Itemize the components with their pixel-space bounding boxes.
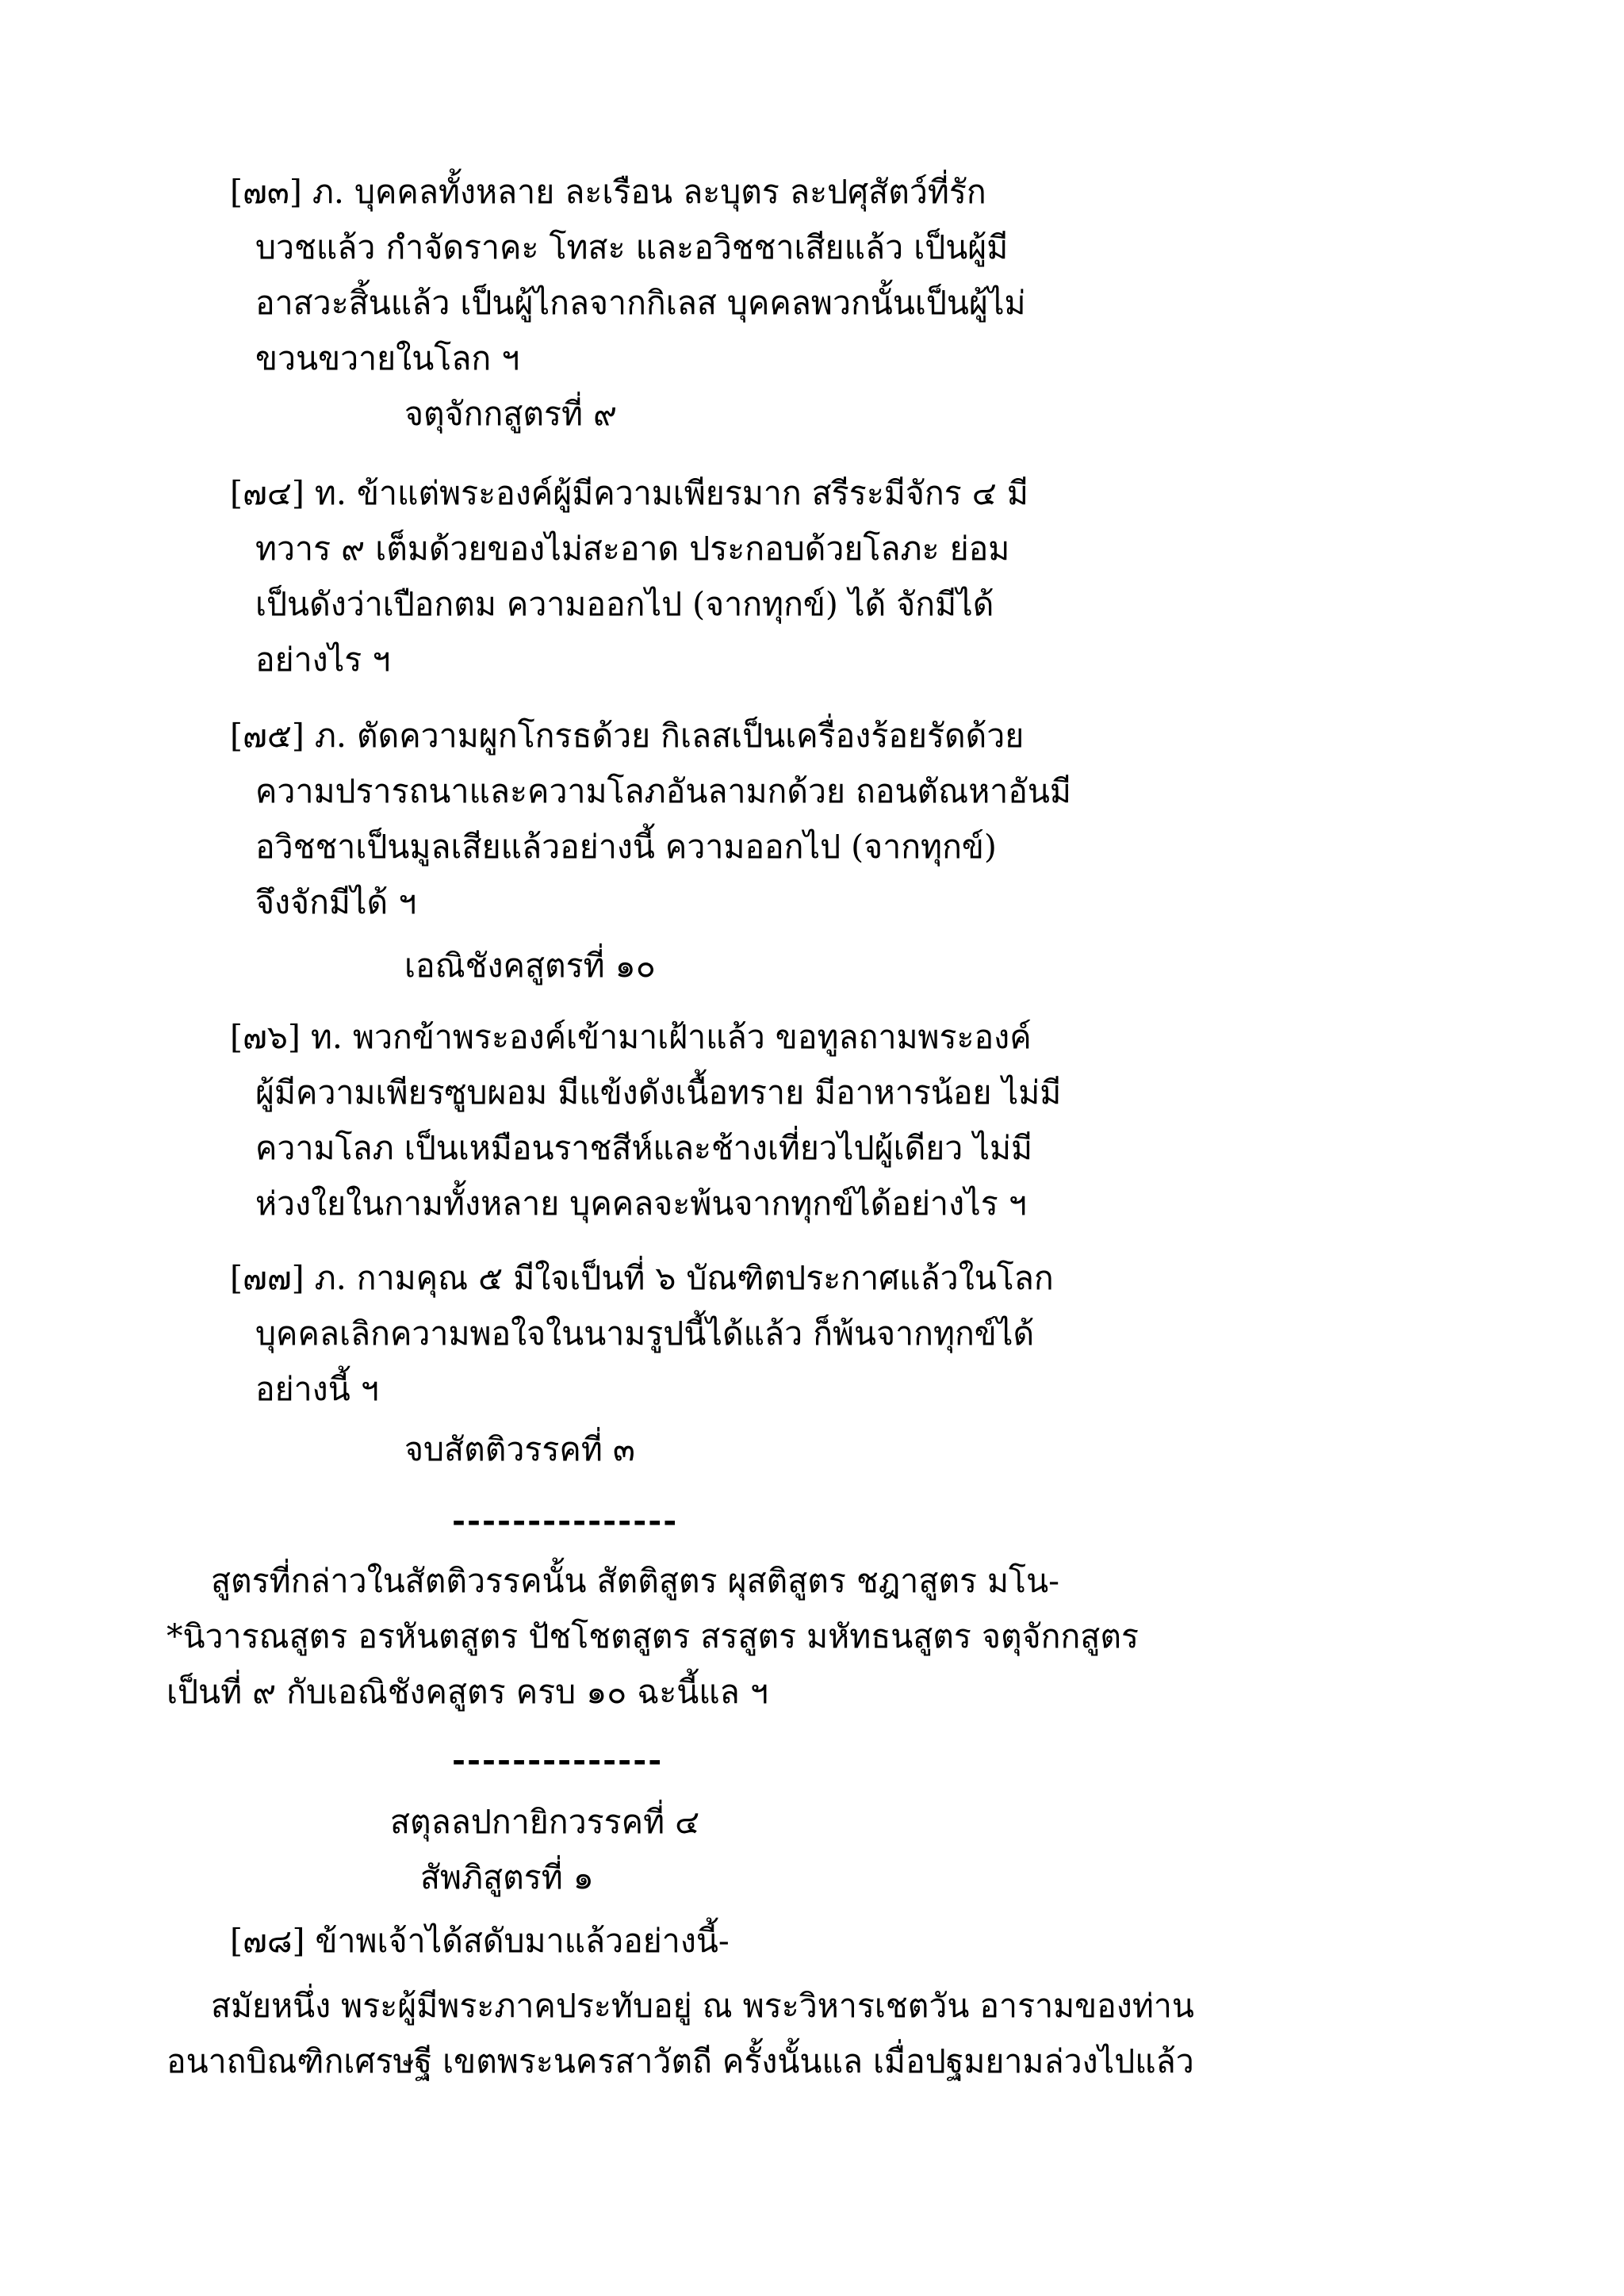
prose-line-1: สมัยหนึ่ง พระผู้มีพระภาคประทับอยู่ ณ พระวิหารเชตวัน อารามของท่าน [211,1987,1194,2025]
verse-75-line-2: ความปรารถนาและความโลภอันลามกด้วย ถอนตัณหาอันมี [255,772,1071,810]
prose-line-2: อนาถบิณฑิกเศรษฐี เขตพระนครสาวัตถี ครั้งนั้นแล เมื่อปฐมยามล่วงไปแล้ว [167,2042,1194,2080]
vagga-4-heading: สตุลลปกายิกวรรคที่ ๔ [390,1803,700,1841]
verse-75-line-1: [๗๕] ภ. ตัดความผูกโกรธด้วย กิเลสเป็นเครื่องร้อยรัดด้วย [230,717,1025,755]
verse-76-line-1: [๗๖] ท. พวกข้าพระองค์เข้ามาเฝ้าแล้ว ขอทูลถามพระองค์ [230,1018,1032,1056]
sutta-9-heading: จตุจักกสูตรที่ ๙ [404,395,618,433]
verse-74-line-2: ทวาร ๙ เต็มด้วยของไม่สะอาด ประกอบด้วยโลภะ ย่อม [255,530,1010,568]
verse-77-line-2: บุคคลเลิกความพอใจในนามรูปนี้ได้แล้ว ก็พ้นจากทุกข์ได้ [255,1314,1035,1353]
section-divider-2: -------------- [452,1741,664,1779]
verse-75-line-3: อวิชชาเป็นมูลเสียแล้วอย่างนี้ ความออกไป (จากทุกข์) [255,828,997,866]
verse-74-line-3: เป็นดังว่าเปือกตม ความออกไป (จากทุกข์) ได้ จักมีได้ [255,585,994,623]
section-divider-1: --------------- [452,1502,679,1540]
verse-76-line-4: ห่วงใยในกามทั้งหลาย บุคคลจะพ้นจากทุกข์ได้อย่างไร ฯ [255,1184,1027,1223]
vagga-3-end: จบสัตติวรรคที่ ๓ [404,1430,635,1468]
verse-78-line: [๗๘] ข้าพเจ้าได้สดับมาแล้วอย่างนี้- [230,1922,730,1960]
sutta-1-heading: สัพภิสูตรที่ ๑ [420,1858,594,1896]
summary-line-1: สูตรที่กล่าวในสัตติวรรคนั้น สัตติสูตร ผุสติสูตร ชฎาสูตร มโน- [211,1562,1059,1600]
verse-73-line-3: อาสวะสิ้นแล้ว เป็นผู้ไกลจากกิเลส บุคคลพวกนั้นเป็นผู้ไม่ [255,284,1026,322]
verse-73-line-1: [๗๓] ภ. บุคคลทั้งหลาย ละเรือน ละบุตร ละปศุสัตว์ที่รัก [230,173,986,211]
verse-74-line-4: อย่างไร ฯ [255,641,391,679]
verse-75-line-4: จึงจักมีได้ ฯ [255,883,417,921]
summary-line-3: เป็นที่ ๙ กับเอณิชังคสูตร ครบ ๑๐ ฉะนี้แล ฯ [167,1673,768,1711]
verse-77-line-1: [๗๗] ภ. กามคุณ ๕ มีใจเป็นที่ ๖ บัณฑิตประกาศแล้วในโลก [230,1259,1054,1297]
verse-73-line-4: ขวนขวายในโลก ฯ [255,339,520,377]
verse-76-line-3: ความโลภ เป็นเหมือนราชสีห์และช้างเที่ยวไปผู้เดียว ไม่มี [255,1129,1032,1167]
verse-74-line-1: [๗๔] ท. ข้าแต่พระองค์ผู้มีความเพียรมาก สรีระมีจักร ๔ มี [230,474,1028,512]
sutta-10-heading: เอณิชังคสูตรที่ ๑๐ [404,947,656,985]
verse-73-line-2: บวชแล้ว กำจัดราคะ โทสะ และอวิชชาเสียแล้ว เป็นผู้มี [255,228,1009,266]
verse-77-line-3: อย่างนี้ ฯ [255,1370,379,1408]
summary-line-2: *นิวารณสูตร อรหันตสูตร ปัชโชตสูตร สรสูตร มหัทธนสูตร จตุจักกสูตร [167,1617,1139,1655]
verse-76-line-2: ผู้มีความเพียรซูบผอม มีแข้งดังเนื้อทราย มีอาหารน้อย ไม่มี [255,1073,1062,1112]
